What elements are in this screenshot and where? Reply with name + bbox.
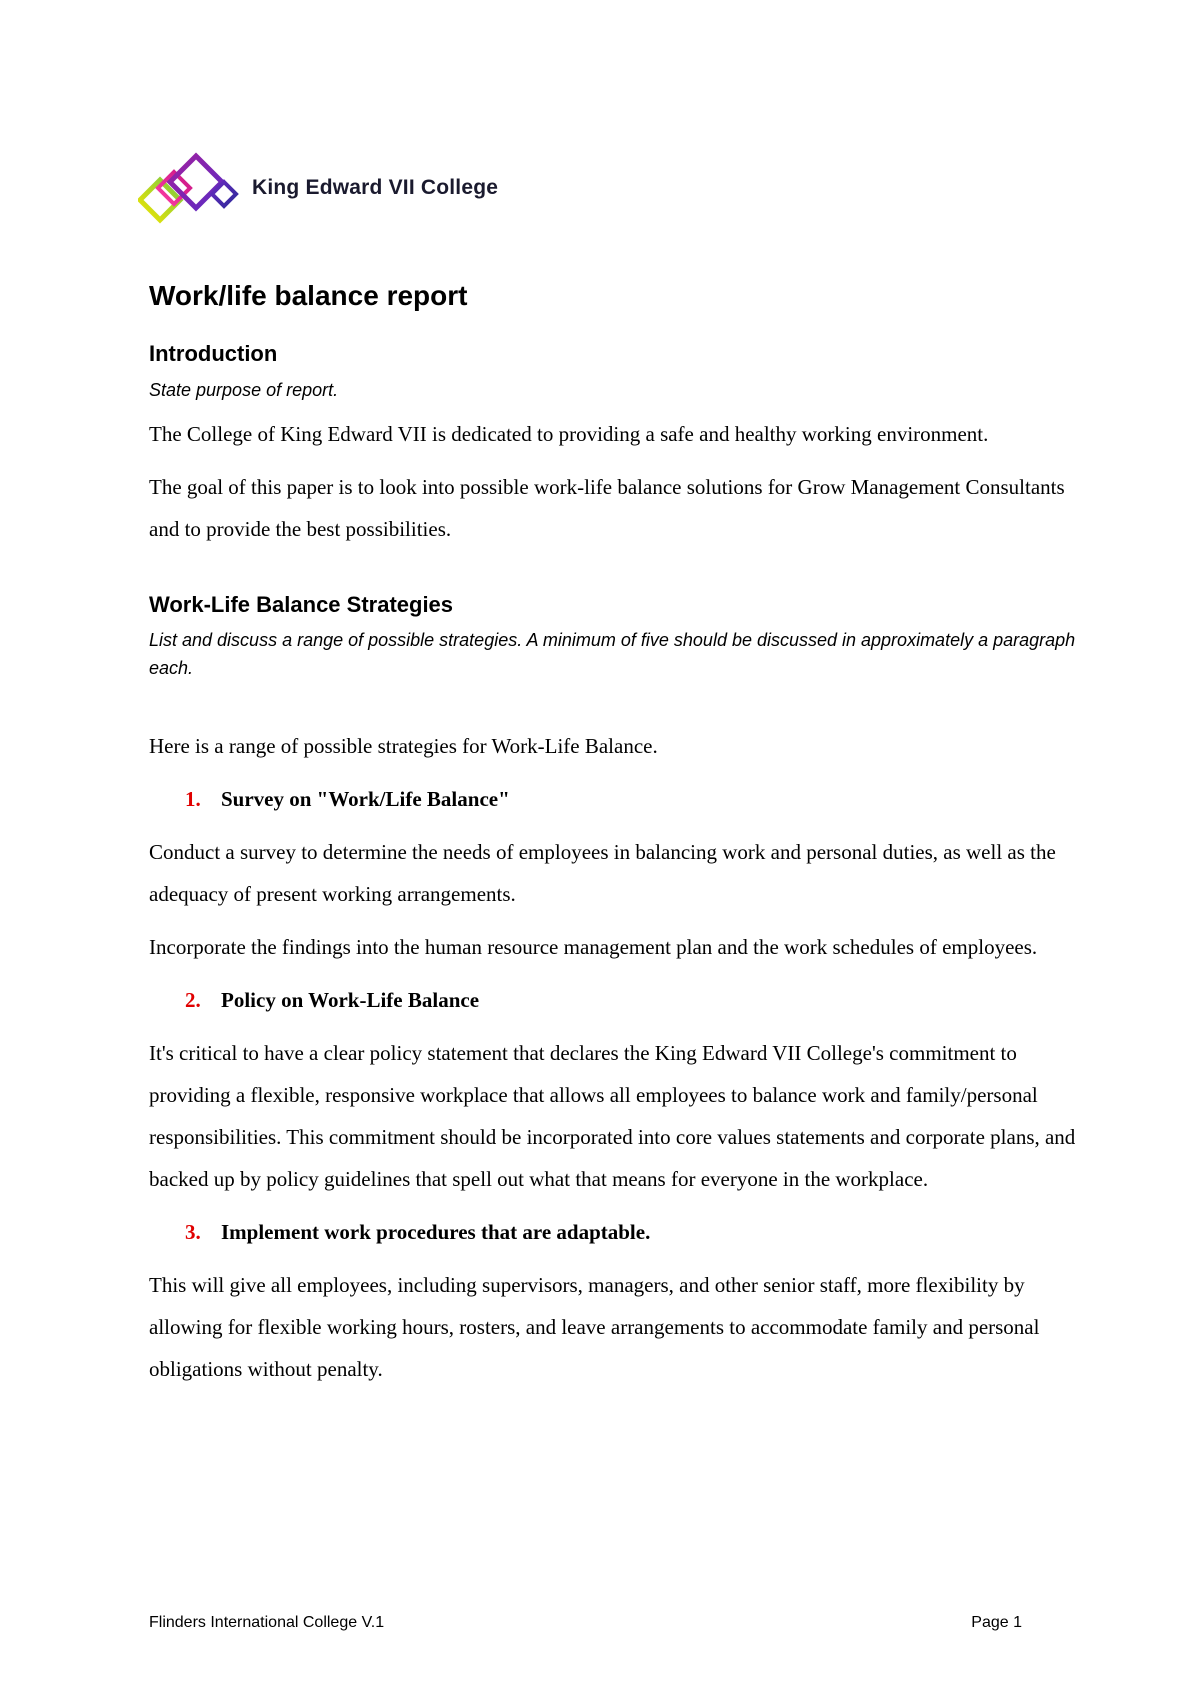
strategy-paragraph: It's critical to have a clear policy statement that declares the King Edward VII College's commitment to providing a flexible, responsive workplace that allows all employees to balance work and family/personal responsibilities. This commitment should be incorporated into core values statements and corporate plans, and backed up by policy guidelines that spell out what that means for everyone in the workplace. [149, 1041, 1076, 1192]
report-title: Work/life balance report [149, 280, 468, 311]
college-logo [138, 150, 242, 226]
introduction-heading: Introduction [149, 341, 278, 367]
document-header [138, 150, 498, 226]
strategy-title: Implement work procedures that are adaptable. [221, 1220, 651, 1245]
strategy-item-title [149, 1211, 1089, 1253]
strategy-title: Survey on "Work/Life Balance" [221, 787, 510, 812]
strategy-paragraph: This will give all employees, including supervisors, managers, and other senior staff, more flexibility by allowing for flexible working hours, rosters, and leave arrangements to accommodate family and personal obligations without penalty. [149, 1273, 1040, 1382]
college-name: King Edward VII College [252, 176, 499, 199]
introduction-paragraph: The College of King Edward VII is dedicated to providing a safe and healthy working environment. [149, 421, 989, 446]
document-body [149, 278, 1089, 1401]
strategy-number: 3. [185, 1220, 201, 1245]
strategies-heading: Work-Life Balance Strategies [149, 591, 454, 617]
strategies-lead: Here is a range of possible strategies for Work-Life Balance. [149, 734, 658, 759]
introduction-paragraph: The goal of this paper is to look into possible work-life balance solutions for Grow Management Consultants and to provide the best possibilities. [149, 474, 1065, 541]
strategies-instruction: List and discuss a range of possible strategies. A minimum of five should be discussed in approximately a paragraph each. [149, 630, 1076, 679]
strategy-number: 1. [185, 787, 201, 812]
strategy-paragraph: Conduct a survey to determine the needs of employees in balancing work and personal duties, as well as the adequacy of present working arrangements. [149, 840, 1056, 907]
strategy-item-title [149, 979, 1089, 1021]
strategy-paragraph: Incorporate the findings into the human resource management plan and the work schedules of employees. [149, 935, 1038, 960]
footer-page-number: Page 1 [971, 1614, 1022, 1631]
introduction-instruction: State purpose of report. [149, 379, 339, 400]
strategy-title: Policy on Work-Life Balance [221, 988, 480, 1013]
strategy-item-title [149, 778, 1089, 820]
strategy-number: 2. [185, 988, 201, 1013]
footer-left-text: Flinders International College V.1 [149, 1614, 385, 1631]
